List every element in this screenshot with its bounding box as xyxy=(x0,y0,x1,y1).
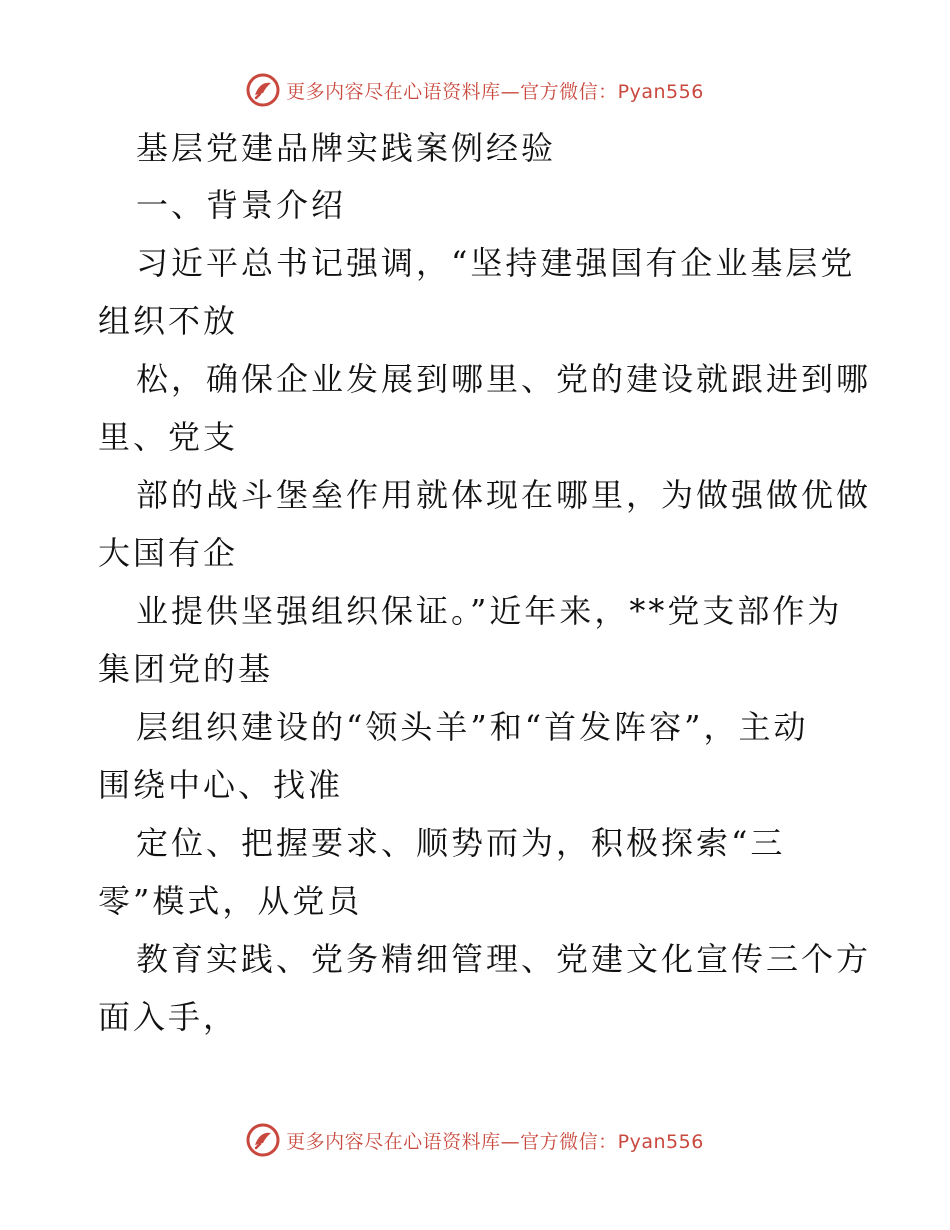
paragraph-line: 定位、把握要求、顺势而为，积极探索“三 xyxy=(136,824,786,862)
paragraph-line: 松，确保企业发展到哪里、党的建设就跟进到哪 xyxy=(136,360,872,398)
paragraph-line: 面入手， xyxy=(98,998,239,1036)
pen-heart-logo-icon xyxy=(246,1123,280,1157)
paragraph-line: 层组织建设的“领头羊”和“首发阵容”，主动 xyxy=(136,708,809,746)
header-watermark xyxy=(0,70,950,110)
paragraph-line: 业提供坚强组织保证。”近年来，**党支部作为 xyxy=(136,592,843,630)
paragraph-line: 里、党支 xyxy=(98,418,239,456)
watermark-text: 更多内容尽在心语资料库—官方微信：Pyan556 xyxy=(286,1130,704,1153)
section-heading: 一、背景介绍 xyxy=(136,186,347,224)
paragraph-line: 习近平总书记强调，“坚持建强国有企业基层党 xyxy=(136,244,856,282)
paragraph-line: 集团党的基 xyxy=(98,650,274,688)
paragraph-line: 教育实践、党务精细管理、党建文化宣传三个方 xyxy=(136,940,872,978)
paragraph-line: 零”模式，从党员 xyxy=(98,882,363,920)
paragraph-line: 围绕中心、找准 xyxy=(98,766,344,804)
document-title: 基层党建品牌实践案例经验 xyxy=(136,129,557,167)
footer-watermark xyxy=(0,1120,950,1160)
paragraph-line: 组织不放 xyxy=(98,302,239,340)
paragraph-line: 部的战斗堡垒作用就体现在哪里，为做强做优做 xyxy=(136,476,872,514)
pen-heart-logo-icon xyxy=(246,73,280,107)
paragraph-line: 大国有企 xyxy=(98,534,239,572)
watermark-text: 更多内容尽在心语资料库—官方微信：Pyan556 xyxy=(286,80,704,103)
